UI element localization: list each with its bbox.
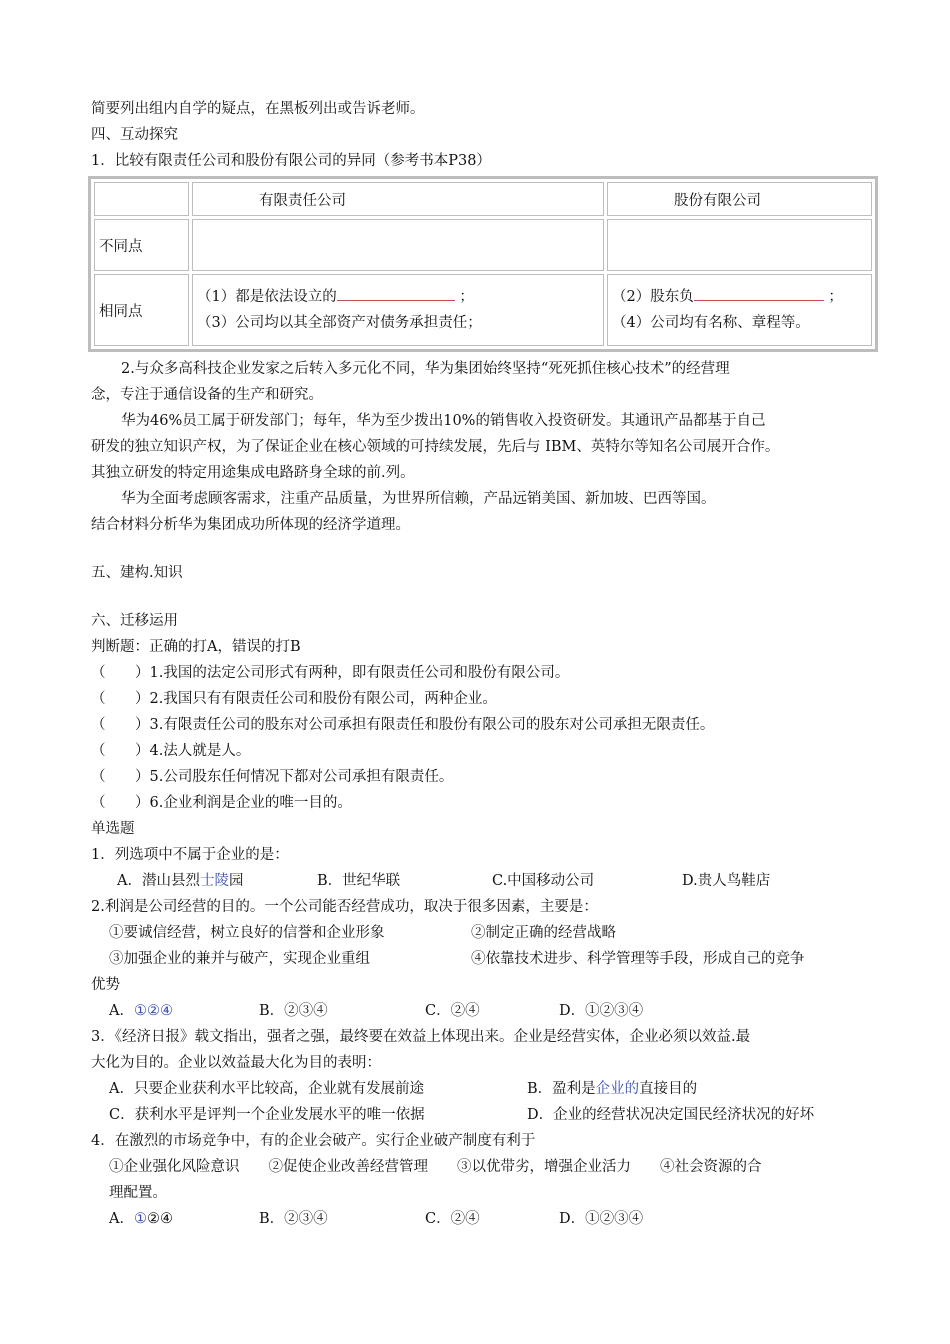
single-q4-options	[91, 1206, 871, 1232]
single-q1-options	[91, 868, 871, 894]
fill-blank-2[interactable]	[694, 284, 824, 301]
section4-q1: 1．比较有限责任公司和股份有限公司的异同（参考书本P38）	[91, 153, 491, 169]
statement-2: ②制定正确的经营战略	[471, 925, 616, 941]
semicolon-1: ；	[459, 289, 474, 305]
statement-4: ④依靠技术进步、科学管理等手段，形成自己的竞争	[471, 951, 805, 967]
q2-para1: 2.与众多高科技企业发家之后转入多元化不同，华为集团始终坚持“死死抓住核心技术”的经营理	[121, 361, 730, 377]
semicolon-2: ；	[828, 289, 843, 305]
section4-heading: 四、互动探究	[91, 127, 178, 143]
judge-item: （ ）3.有限责任公司的股东对公司承担有限责任和股份有限公司的股东对公司承担无限责任。	[91, 712, 871, 738]
option-a[interactable]: A．①②④	[109, 1211, 173, 1227]
single-q2-statements	[91, 920, 871, 946]
option-c[interactable]: C．获利水平是评判一个企业发展水平的唯一依据	[109, 1107, 425, 1123]
single-q4: 4．在激烈的市场竞争中，有的企业会破产。实行企业破产制度有利于	[91, 1133, 536, 1149]
judge-title: 判断题：正确的打A，错误的打B	[91, 639, 301, 655]
option-b[interactable]: B．世纪华联	[317, 873, 401, 889]
table-col-shares: 股份有限公司	[607, 182, 872, 216]
statement-4-cont: 优势	[91, 977, 120, 993]
answer-paren[interactable]: （	[91, 691, 106, 707]
single-q2-statements	[91, 946, 871, 972]
q2-para2c: 其独立研发的特定用途集成电路跻身全球的前.列。	[91, 465, 415, 481]
q2-para2: 华为46%员工属于研发部门；每年，华为至少拨出10%的销售收入投资研发。其通讯产品都基于自己	[121, 413, 766, 429]
q2-para1b: 念，专注于通信设备的生产和研究。	[91, 387, 323, 403]
table-cell-same-right	[607, 274, 872, 346]
table-col-limited: 有限责任公司	[192, 182, 604, 216]
fill-blank-1[interactable]	[337, 284, 455, 301]
table-cell-diff-limited	[192, 219, 604, 271]
judge-item: （ ）4.法人就是人。	[91, 738, 871, 764]
single-q2: 2.利润是公司经营的目的。一个公司能否经营成功，取决于很多因素，主要是：	[91, 899, 598, 915]
table-cell-same-left	[192, 274, 604, 346]
answer-paren[interactable]: （	[91, 743, 106, 759]
single-q3-options	[91, 1076, 871, 1102]
single-title: 单选题	[91, 821, 135, 837]
answer-paren[interactable]: （	[91, 795, 106, 811]
option-c[interactable]: C．②④	[425, 1211, 480, 1227]
q2-ask: 结合材料分析华为集团成功所体现的经济学道理。	[91, 517, 410, 533]
document-page	[91, 96, 871, 1232]
single-q4-statements-cont: 理配置。	[109, 1185, 167, 1201]
option-b[interactable]: B．②③④	[259, 1211, 328, 1227]
table-cell-diff-shares	[607, 219, 872, 271]
intro-line: 简要列出组内自学的疑点，在黑板列出或告诉老师。	[91, 101, 425, 117]
answer-paren[interactable]: （	[91, 769, 106, 785]
single-q3-options	[91, 1102, 871, 1128]
table-row-same: 相同点	[94, 274, 189, 346]
option-b[interactable]: B．②③④	[259, 1003, 328, 1019]
q2-para2b: 研发的独立知识产权，为了保证企业在核心领域的可持续发展，先后与 IBM、英特尔等知名公司展开合作。	[91, 439, 780, 455]
option-d[interactable]: D．企业的经营状况决定国民经济状况的好坏	[527, 1107, 815, 1123]
single-q3-cont: 大化为目的。企业以效益最大化为目的表明：	[91, 1055, 381, 1071]
single-q2-options	[91, 998, 871, 1024]
option-a[interactable]: A．潜山县烈士陵园	[117, 873, 244, 889]
single-q1: 1．列选项中不属于企业的是：	[91, 847, 289, 863]
section6-heading: 六、迁移运用	[91, 613, 178, 629]
statement-1: ①要诚信经营，树立良好的信誉和企业形象	[109, 925, 385, 941]
option-a[interactable]: A．只要企业获利水平比较高，企业就有发展前途	[109, 1081, 424, 1097]
option-d[interactable]: D．①②③④	[559, 1003, 644, 1019]
option-c[interactable]: C.中国移动公司	[492, 873, 595, 889]
same-item-2: （2）股东负	[612, 289, 694, 305]
q2-para3: 华为全面考虑顾客需求，注重产品质量，为世界所信赖，产品远销美国、新加坡、巴西等国。	[121, 491, 716, 507]
judge-item: （ ）1.我国的法定公司形式有两种，即有限责任公司和股份有限公司。	[91, 660, 871, 686]
same-item-1: （1）都是依法设立的	[197, 289, 337, 305]
table-corner	[94, 182, 189, 216]
statement-3: ③加强企业的兼并与破产，实现企业重组	[109, 951, 370, 967]
same-item-3: （3）公司均以其全部资产对债务承担责任；	[197, 315, 482, 331]
option-d[interactable]: D．①②③④	[559, 1211, 644, 1227]
judge-item: （ ）2.我国只有有限责任公司和股份有限公司，两种企业。	[91, 686, 871, 712]
single-q3: 3．《经济日报》载文指出，强者之强，最终要在效益上体现出来。企业是经营实体，企业必须以效益.最	[91, 1029, 751, 1045]
same-item-4: （4）公司均有名称、章程等。	[612, 315, 810, 331]
judge-item: （ ）6.企业利润是企业的唯一目的。	[91, 790, 871, 816]
option-c[interactable]: C．②④	[425, 1003, 480, 1019]
answer-paren[interactable]: （	[91, 665, 106, 681]
judge-item: （ ）5.公司股东任何情况下都对公司承担有限责任。	[91, 764, 871, 790]
option-a[interactable]: A．①②④	[109, 1003, 173, 1019]
single-q4-statements: ①企业强化风险意识 ②促使企业改善经营管理 ③以优带劣，增强企业活力 ④社会资源的合	[109, 1159, 762, 1175]
answer-paren[interactable]: （	[91, 717, 106, 733]
comparison-table	[88, 176, 878, 352]
table-row-diff: 不同点	[94, 219, 189, 271]
section5-heading: 五、建构.知识	[91, 565, 183, 581]
option-d[interactable]: D.贵人鸟鞋店	[682, 873, 771, 889]
option-b[interactable]: B．盈利是企业的直接目的	[527, 1081, 698, 1097]
